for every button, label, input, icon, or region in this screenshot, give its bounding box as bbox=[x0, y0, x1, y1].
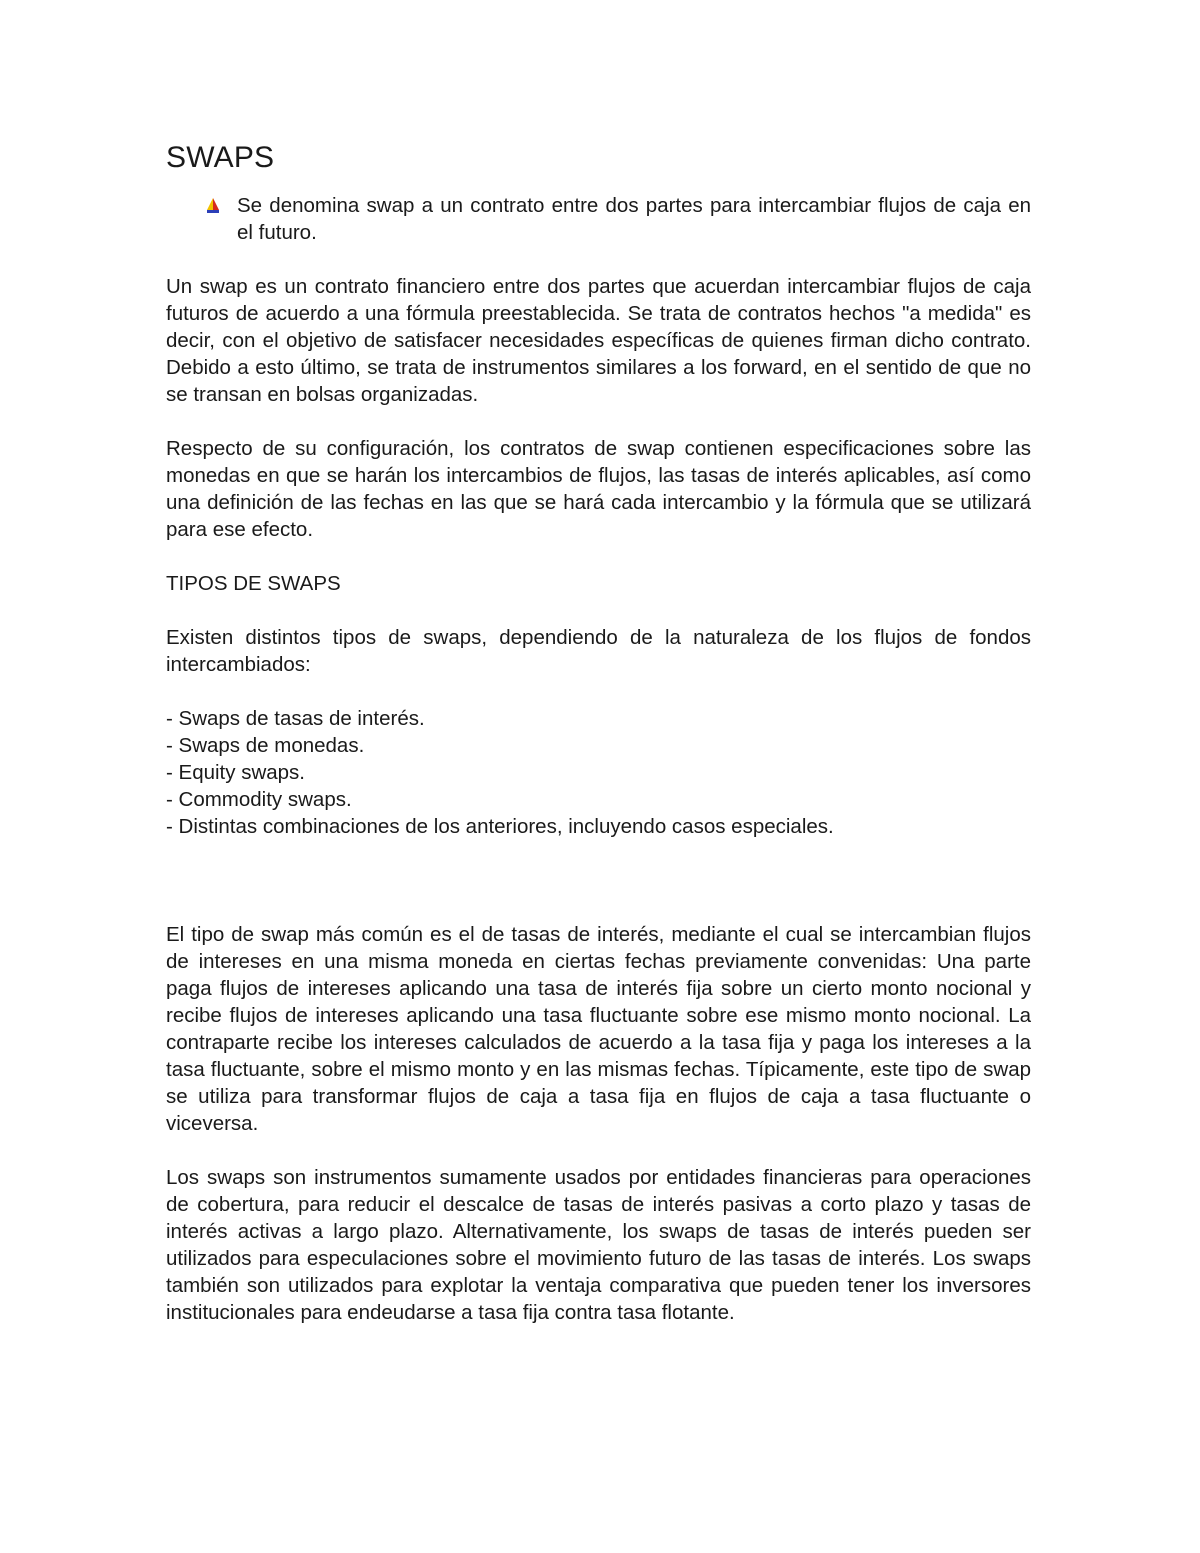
list-item: - Distintas combinaciones de los anteriores, incluyendo casos especiales. bbox=[166, 815, 834, 838]
paragraph-definition: Un swap es un contrato financiero entre dos partes que acuerdan intercambiar flujos de caja futuros de acuerdo a una fórmula preestablecida. Se trata de contratos hechos "a medida" es decir, con el objetivo de satisfacer necesidades específicas de quienes firman dicho contrato. Debido a esto último, se trata de instrumentos similares a los forward, en el sentido de que no se transan en bolsas organizadas. bbox=[166, 275, 1031, 406]
paragraph-types-intro: Existen distintos tipos de swaps, dependiendo de la naturaleza de los flujos de fondos intercambiados: bbox=[166, 626, 1031, 676]
swap-types-list bbox=[166, 705, 1031, 840]
paragraph-interest-rate-swap: El tipo de swap más común es el de tasas de interés, mediante el cual se intercambian flujos de intereses en una misma moneda en ciertas fechas previamente convenidas: Una parte paga flujos de intereses aplicando una tasa de interés fija sobre un cierto monto nocional y recibe flujos de intereses aplicando una tasa fluctuante sobre ese mismo monto nocional. La contraparte recibe los intereses calculados de acuerdo a la tasa fija y paga los intereses a la tasa fluctuante, sobre el mismo monto y en las mismas fechas. Típicamente, este tipo de swap se utiliza para transformar flujos de caja a tasa fija en flujos de caja a tasa fluctuante o viceversa. bbox=[166, 923, 1031, 1135]
bullet-text: Se denomina swap a un contrato entre dos partes para intercambiar flujos de caja en el futuro. bbox=[237, 194, 1031, 244]
bullet-item bbox=[203, 192, 1031, 246]
list-item: - Equity swaps. bbox=[166, 761, 305, 784]
list-item: - Swaps de monedas. bbox=[166, 734, 365, 757]
paragraph-uses: Los swaps son instrumentos sumamente usados por entidades financieras para operaciones de cobertura, para reducir el descalce de tasas de interés pasivas a corto plazo y tasas de interés activas a largo plazo. Alternativamente, los swaps de tasas de interés pueden ser utilizados para especulaciones sobre el movimiento futuro de las tasas de interés. Los swaps también son utilizados para explotar la ventaja comparativa que pueden tener los inversores institucionales para endeudarse a tasa fija contra tasa flotante. bbox=[166, 1166, 1031, 1324]
paragraph-configuration: Respecto de su configuración, los contratos de swap contienen especificaciones sobre las monedas en que se harán los intercambios de flujos, las tasas de interés aplicables, así como una definición de las fechas en las que se hará cada intercambio y la fórmula que se utilizará para ese efecto. bbox=[166, 437, 1031, 541]
arrow-bullet-icon bbox=[203, 196, 223, 216]
document-page bbox=[166, 138, 1031, 1353]
document-title: SWAPS bbox=[166, 141, 275, 174]
section-heading: TIPOS DE SWAPS bbox=[166, 572, 341, 595]
list-item: - Commodity swaps. bbox=[166, 788, 352, 811]
list-item: - Swaps de tasas de interés. bbox=[166, 707, 425, 730]
